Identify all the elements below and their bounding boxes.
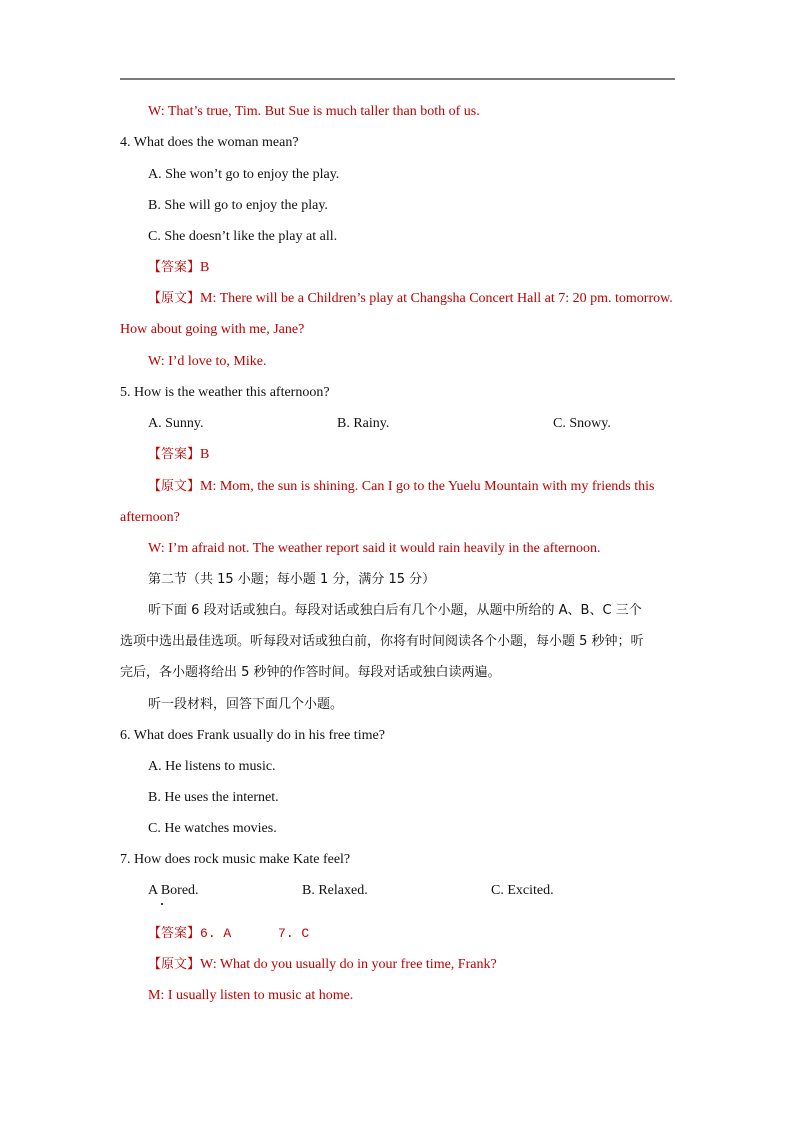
questions-6-7-answer [148, 925, 309, 943]
questions-6-7-script-line-1 [148, 956, 497, 974]
section-2-prompt: 听一段材料，回答下面几个小题。 [148, 697, 344, 712]
q3-dialogue-line: W: That’s true, Tim. But Sue is much taller than both of us. [148, 104, 480, 119]
stray-dot [161, 903, 163, 905]
section-2-instruction-line-3: 完后，各小题将给出 5 秒钟的作答时间。每段对话或独白读两遍。 [120, 665, 501, 680]
script-text: W: What do you usually do in your free time, Frank? [200, 957, 497, 972]
question-5-script-line-1 [148, 478, 654, 496]
question-4-option-a: A. She won’t go to enjoy the play. [148, 167, 340, 182]
question-7-stem: 7. How does rock music make Kate feel? [120, 852, 351, 867]
header-rule [120, 78, 675, 80]
question-5-option-a: A. Sunny. [148, 416, 204, 431]
question-5-stem: 5. How is the weather this afternoon? [120, 385, 330, 400]
section-2-instruction-line-1: 听下面 6 段对话或独白。每段对话或独白后有几个小题，从题中所给的 A、B、C 三个 [148, 603, 642, 618]
script-text: M: There will be a Children’s play at Changsha Concert Hall at 7: 20 pm. tomorrow. [200, 291, 673, 306]
script-tag: 【原文】 [148, 479, 201, 494]
question-5-option-c: C. Snowy. [553, 416, 611, 431]
question-4-answer [148, 259, 209, 277]
script-text: M: Mom, the sun is shining. Can I go to the Yuelu Mountain with my friends this [200, 479, 655, 494]
question-7-option-b: B. Relaxed. [302, 883, 368, 898]
answer-tag: 【答案】 [148, 926, 201, 941]
answer-value: B [200, 260, 210, 275]
question-4-script-line-2: How about going with me, Jane? [120, 322, 305, 337]
answer-tag: 【答案】 [148, 447, 201, 462]
answer-value: 6. A 7. C [200, 926, 310, 941]
question-6-option-b: B. He uses the internet. [148, 790, 279, 805]
script-tag: 【原文】 [148, 291, 201, 306]
question-5-script-line-2: afternoon? [120, 510, 180, 525]
answer-value: B [200, 447, 210, 462]
question-4-script-line-3: W: I’d love to, Mike. [148, 354, 267, 369]
question-4-stem: 4. What does the woman mean? [120, 135, 299, 150]
section-2-heading: 第二节（共 15 小题；每小题 1 分，满分 15 分） [148, 572, 436, 587]
section-2-instruction-line-2: 选项中选出最佳选项。听每段对话或独白前，你将有时间阅读各个小题，每小题 5 秒钟；听 [120, 634, 644, 649]
answer-tag: 【答案】 [148, 260, 201, 275]
question-7-option-a: A Bored. [148, 883, 199, 898]
question-4-option-b: B. She will go to enjoy the play. [148, 198, 328, 213]
question-5-option-b: B. Rainy. [337, 416, 390, 431]
question-4-option-c: C. She doesn’t like the play at all. [148, 229, 338, 244]
question-4-script-line-1 [148, 290, 673, 308]
questions-6-7-script-line-2: M: I usually listen to music at home. [148, 988, 354, 1003]
script-tag: 【原文】 [148, 957, 201, 972]
question-5-answer [148, 446, 209, 464]
question-6-stem: 6. What does Frank usually do in his free time? [120, 728, 385, 743]
question-7-option-c: C. Excited. [491, 883, 554, 898]
question-6-option-a: A. He listens to music. [148, 759, 276, 774]
question-5-script-line-3: W: I’m afraid not. The weather report said it would rain heavily in the afternoon. [148, 541, 601, 556]
question-6-option-c: C. He watches movies. [148, 821, 277, 836]
